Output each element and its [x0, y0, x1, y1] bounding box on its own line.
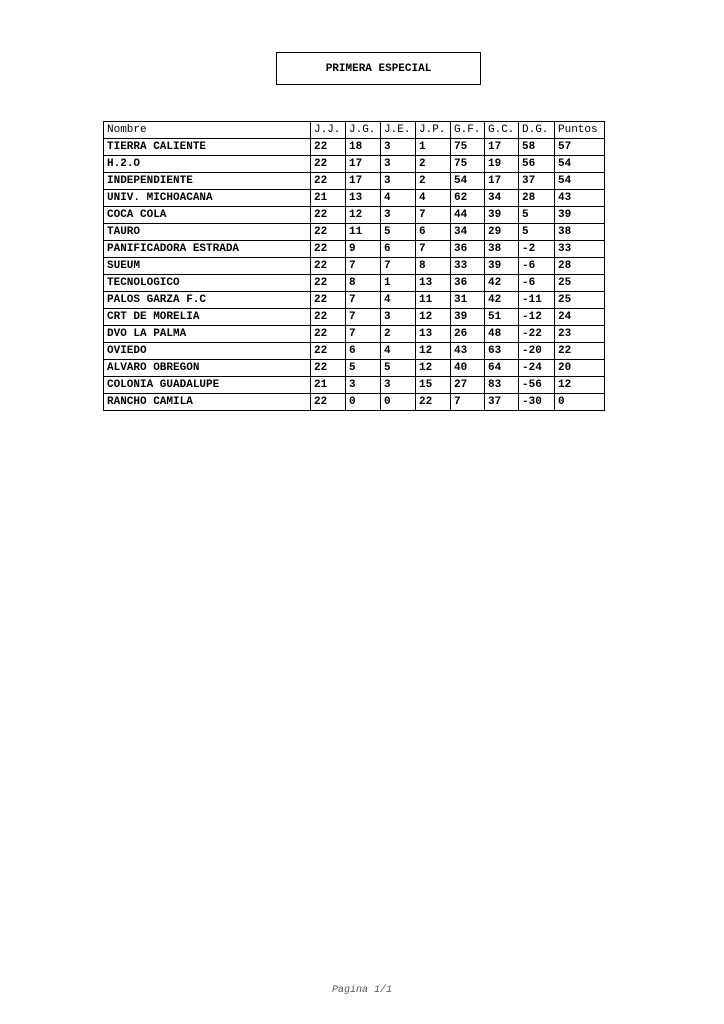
cell-jg: 11: [346, 224, 381, 241]
cell-jj: 22: [311, 173, 346, 190]
cell-jj: 22: [311, 207, 346, 224]
cell-jg: 12: [346, 207, 381, 224]
cell-gf: 34: [451, 224, 485, 241]
cell-je: 0: [381, 394, 416, 411]
cell-puntos: 28: [555, 258, 605, 275]
table-row: [104, 377, 605, 394]
cell-dg: 5: [519, 224, 555, 241]
table-row: [104, 309, 605, 326]
cell-je: 6: [381, 241, 416, 258]
cell-jp: 4: [416, 190, 451, 207]
cell-jg: 17: [346, 173, 381, 190]
cell-nombre: TIERRA CALIENTE: [104, 139, 311, 156]
cell-nombre: TECNOLOGICO: [104, 275, 311, 292]
cell-jp: 7: [416, 207, 451, 224]
cell-dg: -11: [519, 292, 555, 309]
cell-nombre: ALVARO OBREGON: [104, 360, 311, 377]
cell-dg: -24: [519, 360, 555, 377]
cell-jp: 12: [416, 360, 451, 377]
cell-gf: 43: [451, 343, 485, 360]
cell-dg: -6: [519, 258, 555, 275]
cell-jj: 22: [311, 241, 346, 258]
cell-puntos: 20: [555, 360, 605, 377]
cell-jj: 22: [311, 326, 346, 343]
cell-nombre: TAURO: [104, 224, 311, 241]
cell-jp: 12: [416, 343, 451, 360]
cell-nombre: OVIEDO: [104, 343, 311, 360]
cell-gc: 29: [485, 224, 519, 241]
table-row: [104, 207, 605, 224]
header-jp: J.P.: [416, 122, 451, 139]
cell-je: 4: [381, 190, 416, 207]
cell-jj: 22: [311, 343, 346, 360]
cell-gc: 39: [485, 207, 519, 224]
cell-jj: 21: [311, 190, 346, 207]
cell-je: 2: [381, 326, 416, 343]
cell-jg: 8: [346, 275, 381, 292]
cell-je: 1: [381, 275, 416, 292]
cell-dg: 28: [519, 190, 555, 207]
cell-gf: 75: [451, 156, 485, 173]
cell-jj: 21: [311, 377, 346, 394]
cell-jg: 5: [346, 360, 381, 377]
cell-gc: 39: [485, 258, 519, 275]
table-row: [104, 139, 605, 156]
cell-jj: 22: [311, 360, 346, 377]
cell-gc: 51: [485, 309, 519, 326]
header-puntos: Puntos: [555, 122, 605, 139]
cell-gf: 7: [451, 394, 485, 411]
page-footer: Pagina 1/1: [331, 985, 392, 996]
cell-jj: 22: [311, 156, 346, 173]
table-row: [104, 292, 605, 309]
cell-nombre: INDEPENDIENTE: [104, 173, 311, 190]
cell-gc: 42: [485, 292, 519, 309]
cell-gf: 31: [451, 292, 485, 309]
table-row: [104, 343, 605, 360]
table-row: [104, 156, 605, 173]
cell-jg: 0: [346, 394, 381, 411]
cell-jg: 6: [346, 343, 381, 360]
cell-gf: 36: [451, 275, 485, 292]
cell-gf: 33: [451, 258, 485, 275]
cell-je: 4: [381, 343, 416, 360]
table-row: [104, 326, 605, 343]
cell-gc: 63: [485, 343, 519, 360]
cell-je: 3: [381, 173, 416, 190]
cell-je: 3: [381, 156, 416, 173]
cell-jg: 3: [346, 377, 381, 394]
cell-jp: 2: [416, 156, 451, 173]
cell-je: 4: [381, 292, 416, 309]
cell-gc: 17: [485, 173, 519, 190]
cell-jj: 22: [311, 224, 346, 241]
cell-jg: 7: [346, 258, 381, 275]
cell-nombre: DVO LA PALMA: [104, 326, 311, 343]
cell-gc: 42: [485, 275, 519, 292]
cell-jg: 13: [346, 190, 381, 207]
cell-jg: 7: [346, 292, 381, 309]
cell-puntos: 39: [555, 207, 605, 224]
header-gc: G.C.: [485, 122, 519, 139]
cell-dg: -30: [519, 394, 555, 411]
cell-jg: 9: [346, 241, 381, 258]
cell-je: 5: [381, 224, 416, 241]
cell-jj: 22: [311, 275, 346, 292]
cell-je: 7: [381, 258, 416, 275]
cell-gc: 83: [485, 377, 519, 394]
cell-dg: 5: [519, 207, 555, 224]
cell-puntos: 54: [555, 173, 605, 190]
cell-nombre: RANCHO CAMILA: [104, 394, 311, 411]
header-jg: J.G.: [346, 122, 381, 139]
header-gf: G.F.: [451, 122, 485, 139]
cell-jp: 13: [416, 326, 451, 343]
cell-dg: -22: [519, 326, 555, 343]
cell-nombre: PALOS GARZA F.C: [104, 292, 311, 309]
cell-puntos: 0: [555, 394, 605, 411]
cell-gc: 37: [485, 394, 519, 411]
header-je: J.E.: [381, 122, 416, 139]
cell-jj: 22: [311, 258, 346, 275]
cell-puntos: 43: [555, 190, 605, 207]
page-title: PRIMERA ESPECIAL: [276, 52, 481, 85]
cell-jg: 17: [346, 156, 381, 173]
cell-puntos: 25: [555, 275, 605, 292]
cell-gf: 39: [451, 309, 485, 326]
cell-puntos: 33: [555, 241, 605, 258]
table-row: [104, 275, 605, 292]
cell-nombre: H.2.O: [104, 156, 311, 173]
cell-gc: 64: [485, 360, 519, 377]
cell-jj: 22: [311, 292, 346, 309]
cell-dg: -20: [519, 343, 555, 360]
cell-jp: 1: [416, 139, 451, 156]
cell-jp: 7: [416, 241, 451, 258]
cell-gf: 40: [451, 360, 485, 377]
cell-nombre: UNIV. MICHOACANA: [104, 190, 311, 207]
cell-jg: 7: [346, 326, 381, 343]
cell-je: 3: [381, 207, 416, 224]
cell-gf: 36: [451, 241, 485, 258]
table-row: [104, 241, 605, 258]
header-nombre: Nombre: [104, 122, 311, 139]
cell-dg: -12: [519, 309, 555, 326]
cell-gc: 48: [485, 326, 519, 343]
cell-dg: -2: [519, 241, 555, 258]
cell-jp: 12: [416, 309, 451, 326]
cell-je: 5: [381, 360, 416, 377]
cell-puntos: 57: [555, 139, 605, 156]
header-jj: J.J.: [311, 122, 346, 139]
cell-dg: -6: [519, 275, 555, 292]
cell-jp: 8: [416, 258, 451, 275]
cell-gc: 38: [485, 241, 519, 258]
table-row: [104, 224, 605, 241]
cell-nombre: COCA COLA: [104, 207, 311, 224]
cell-je: 3: [381, 139, 416, 156]
cell-puntos: 24: [555, 309, 605, 326]
table-row: [104, 394, 605, 411]
table-row: [104, 258, 605, 275]
cell-je: 3: [381, 377, 416, 394]
cell-jp: 2: [416, 173, 451, 190]
cell-jg: 7: [346, 309, 381, 326]
cell-gf: 27: [451, 377, 485, 394]
cell-dg: 58: [519, 139, 555, 156]
cell-je: 3: [381, 309, 416, 326]
cell-gf: 62: [451, 190, 485, 207]
cell-dg: 56: [519, 156, 555, 173]
cell-gf: 54: [451, 173, 485, 190]
cell-jg: 18: [346, 139, 381, 156]
cell-puntos: 12: [555, 377, 605, 394]
cell-puntos: 22: [555, 343, 605, 360]
cell-gf: 44: [451, 207, 485, 224]
cell-puntos: 25: [555, 292, 605, 309]
cell-nombre: CRT DE MORELIA: [104, 309, 311, 326]
cell-jp: 22: [416, 394, 451, 411]
table-row: [104, 190, 605, 207]
cell-puntos: 38: [555, 224, 605, 241]
cell-gc: 34: [485, 190, 519, 207]
cell-jp: 6: [416, 224, 451, 241]
table-body: [104, 139, 605, 411]
table-row: [104, 360, 605, 377]
standings-table: [103, 121, 605, 411]
cell-jp: 11: [416, 292, 451, 309]
cell-dg: -56: [519, 377, 555, 394]
header-dg: D.G.: [519, 122, 555, 139]
cell-gf: 26: [451, 326, 485, 343]
cell-jp: 13: [416, 275, 451, 292]
cell-dg: 37: [519, 173, 555, 190]
cell-gc: 19: [485, 156, 519, 173]
table-header-row: [104, 122, 605, 139]
cell-jp: 15: [416, 377, 451, 394]
cell-jj: 22: [311, 394, 346, 411]
cell-nombre: SUEUM: [104, 258, 311, 275]
cell-gf: 75: [451, 139, 485, 156]
cell-puntos: 23: [555, 326, 605, 343]
cell-nombre: PANIFICADORA ESTRADA: [104, 241, 311, 258]
cell-puntos: 54: [555, 156, 605, 173]
cell-nombre: COLONIA GUADALUPE: [104, 377, 311, 394]
cell-gc: 17: [485, 139, 519, 156]
cell-jj: 22: [311, 309, 346, 326]
cell-jj: 22: [311, 139, 346, 156]
table-row: [104, 173, 605, 190]
